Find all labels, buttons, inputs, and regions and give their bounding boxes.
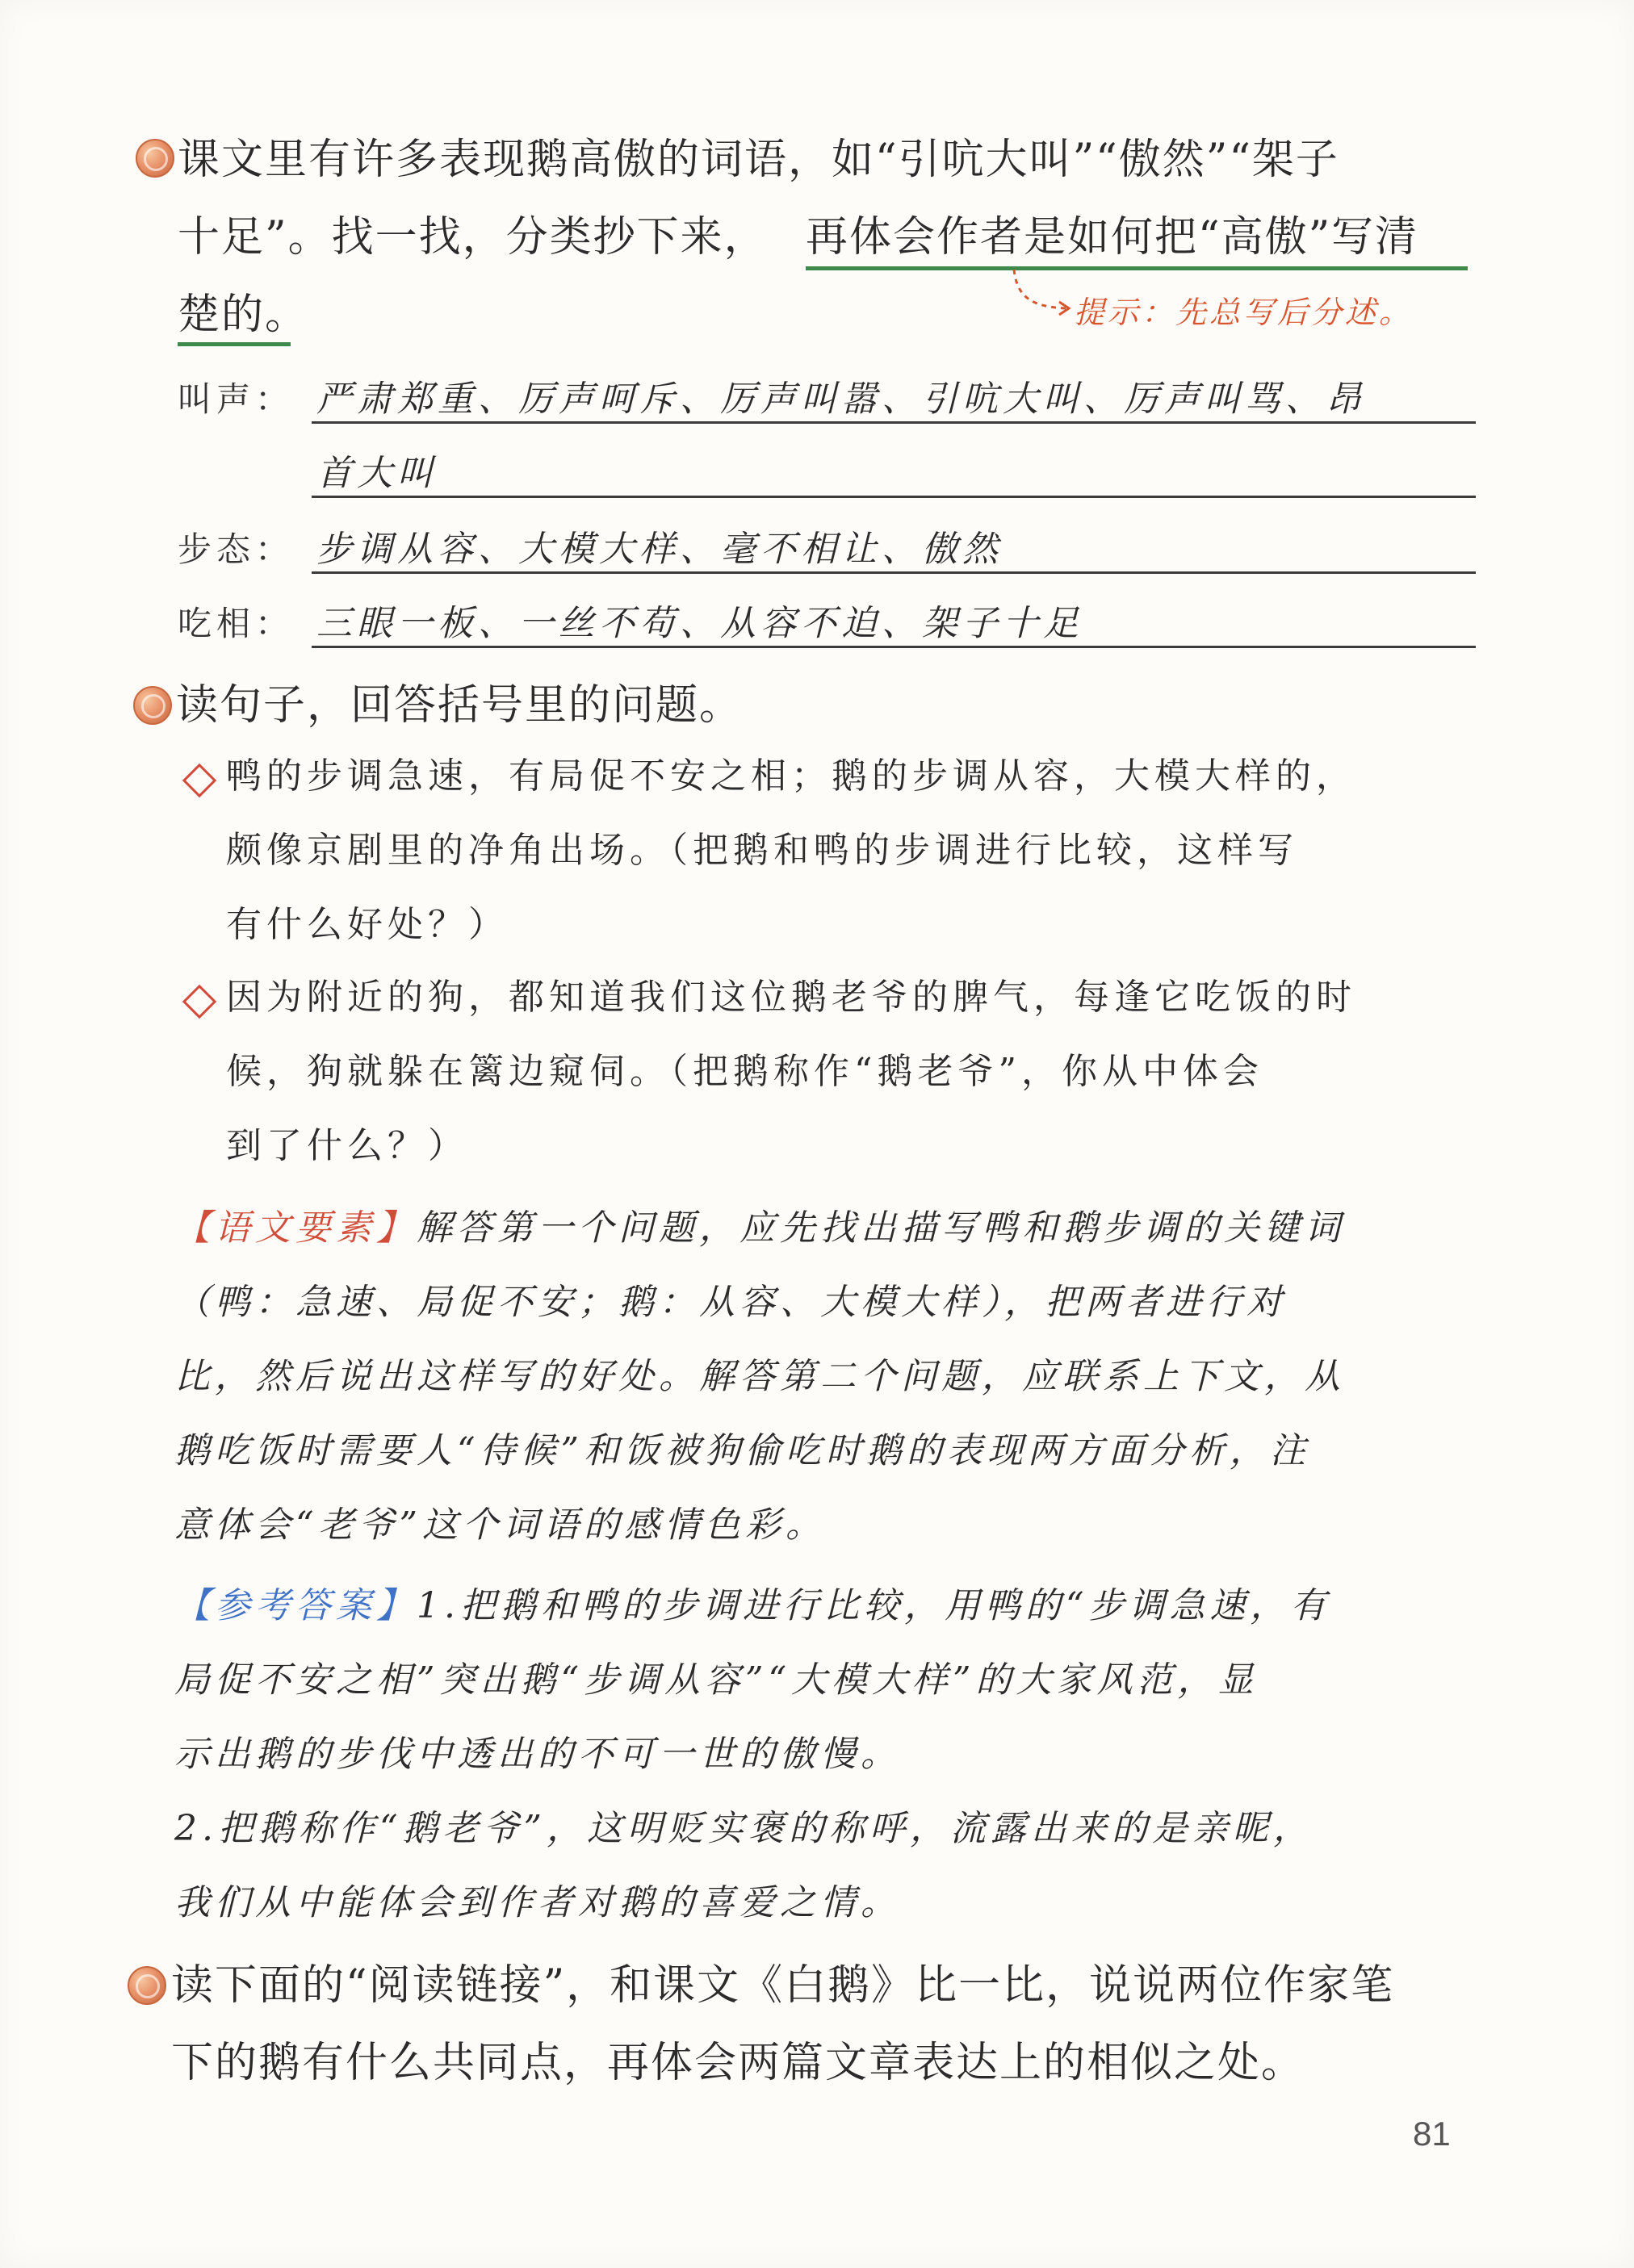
element-line4: 鹅吃饭时需要人“侍候”和饭被狗偷吃时鹅的表现两方面分析，注 bbox=[174, 1430, 1310, 1471]
answer-line1 bbox=[174, 1567, 1330, 1645]
q2-item1-line1: 鸭的步调急速，有局促不安之相；鹅的步调从容，大模大样的， bbox=[226, 755, 1356, 797]
q2-title: 读句子，回答括号里的问题。 bbox=[176, 681, 744, 730]
row-label-sound: 叫声： bbox=[178, 379, 295, 419]
diamond-bullet-icon bbox=[182, 764, 216, 797]
page-number: 81 bbox=[1413, 2115, 1451, 2153]
q3-line2: 下的鹅有什么共同点，再体会两篇文章表达上的相似之处。 bbox=[171, 2039, 1305, 2087]
answer-line bbox=[312, 421, 1476, 424]
answer-line3: 示出鹅的步伐中透出的不可一世的傲慢。 bbox=[174, 1734, 901, 1775]
q2-item1-line3: 有什么好处？） bbox=[226, 904, 509, 945]
answer-line2: 局促不安之相”突出鹅“步调从容”“大模大样”的大家风范，显 bbox=[174, 1659, 1259, 1701]
answer-tag: 【参考答案】 bbox=[174, 1585, 417, 1626]
answer-line4: 2.把鹅称作“鹅老爷”，这明贬实褒的称呼，流露出来的是亲昵， bbox=[174, 1808, 1313, 1849]
q1-green-underline-2 bbox=[178, 342, 291, 346]
answer-text-1: 1.把鹅和鸭的步调进行比较，用鸭的“步调急速，有 bbox=[417, 1585, 1331, 1626]
row-text-eating: 三眼一板、一丝不苟、从容不迫、架子十足 bbox=[316, 603, 1083, 644]
q2-item1-line2: 颇像京剧里的净角出场。（把鹅和鸭的步调进行比较，这样写 bbox=[226, 830, 1298, 871]
element-line2: （鸭：急速、局促不安；鹅：从容、大模大样），把两者进行对 bbox=[174, 1282, 1287, 1323]
element-line5: 意体会“老爷”这个词语的感情色彩。 bbox=[174, 1504, 826, 1546]
row-label-eating: 吃相： bbox=[178, 604, 295, 643]
element-text-1: 解答第一个问题，应先找出描写鸭和鹅步调的关键词 bbox=[417, 1207, 1345, 1249]
q1-line3: 楚的。 bbox=[178, 291, 309, 339]
row-text-gait: 步调从容、大模大样、毫不相让、傲然 bbox=[316, 529, 1003, 570]
question-bullet-icon bbox=[128, 1966, 166, 2005]
element-tag: 【语文要素】 bbox=[174, 1207, 417, 1249]
q1-line2b: 再体会作者是如何把“高傲”写清 bbox=[806, 213, 1419, 262]
question-bullet-icon bbox=[136, 139, 174, 178]
question-bullet-icon bbox=[133, 686, 172, 725]
diamond-bullet-icon bbox=[182, 985, 216, 1019]
answer-line bbox=[312, 571, 1476, 574]
q2-item2-line3: 到了什么？） bbox=[226, 1125, 468, 1166]
q3-line1: 读下面的“阅读链接”，和课文《白鹅》比一比，说说两位作家笔 bbox=[171, 1961, 1395, 2010]
element-line1 bbox=[174, 1190, 1345, 1267]
q2-item2-line2: 候，狗就躲在篱边窥伺。（把鹅称作“鹅老爷”，你从中体会 bbox=[226, 1051, 1263, 1092]
q1-line2a: 十足”。找一找，分类抄下来， bbox=[178, 213, 768, 262]
q2-item2-line1: 因为附近的狗，都知道我们这位鹅老爷的脾气，每逢它吃饭的时 bbox=[226, 977, 1356, 1018]
row-text-sound-2: 首大叫 bbox=[316, 453, 438, 494]
row-text-sound-1: 严肃郑重、厉声呵斥、厉声叫嚣、引吭大叫、厉声叫骂、昂 bbox=[316, 379, 1366, 420]
q1-green-underline-1 bbox=[806, 266, 1468, 270]
row-label-gait: 步态： bbox=[178, 529, 295, 569]
answer-line5: 我们从中能体会到作者对鹅的喜爱之情。 bbox=[174, 1882, 901, 1923]
answer-line bbox=[312, 646, 1476, 648]
answer-line bbox=[312, 496, 1476, 498]
q1-line1: 课文里有许多表现鹅高傲的词语，如“引吭大叫”“傲然”“架子 bbox=[178, 136, 1339, 184]
hint-arrow-icon bbox=[1009, 266, 1074, 323]
hint-text: 提示：先总写后分述。 bbox=[1074, 295, 1414, 330]
element-line3: 比，然后说出这样写的好处。解答第二个问题，应联系上下文，从 bbox=[174, 1356, 1345, 1397]
